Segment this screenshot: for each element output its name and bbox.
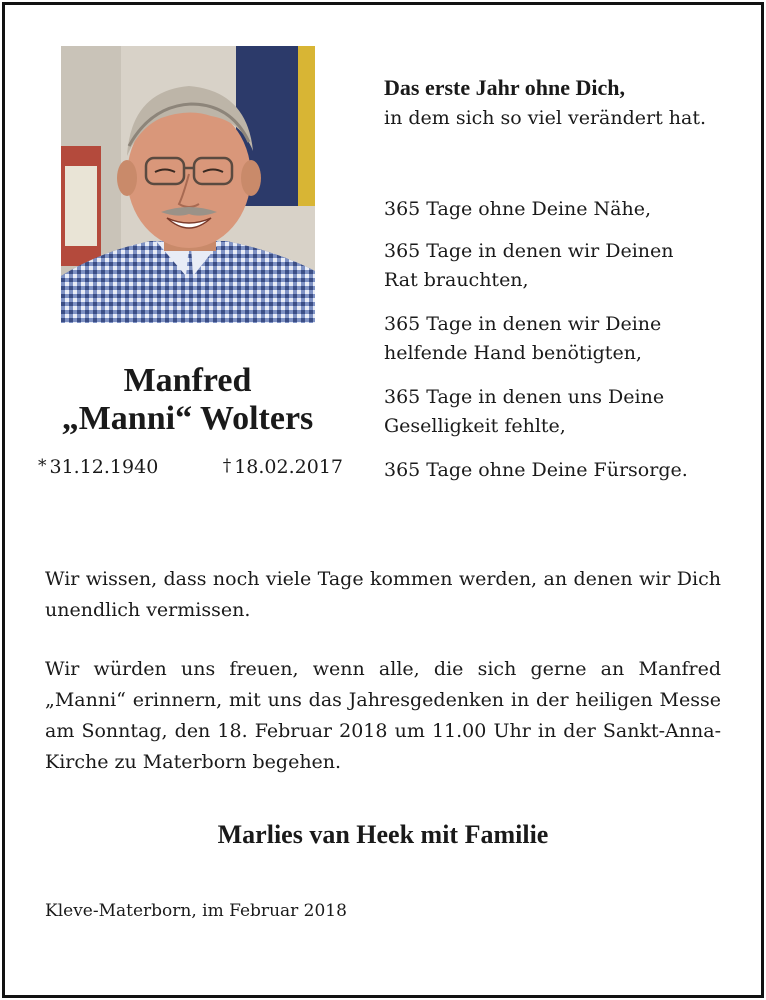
signature: Marlies van Heek mit Familie [217,820,549,849]
poem-heading: Das erste Jahr ohne Dich, [384,75,625,100]
poem-line: Geselligkeit fehlte, [384,415,566,437]
message-paragraph-1: Wir wissen, dass noch viele Tage kommen werden, an denen wir Dich unendlich vermissen. [45,568,721,621]
birth-date-group [38,456,158,478]
poem-line: Rat brauchten, [384,269,529,291]
message-paragraph-2: Wir würden uns freuen, wenn alle, die sich gerne an Manfred „Manni“ erinnern, mit uns das Jahresgedenken in der heiligen Messe am Sonntag, den 18. Februar 2018 um 11.00 Uhr in der Sankt-Anna-Kirche zu Materborn begehen. [45,658,721,773]
poem-line: 365 Tage in denen uns Deine [384,386,665,408]
poem-stanza [384,237,674,295]
death-cross-icon: † [222,456,232,476]
poem-line: 365 Tage ohne Deine Nähe, [384,198,652,220]
birth-star-icon: * [38,456,47,476]
place-and-date: Kleve-Materborn, im Februar 2018 [45,901,347,921]
poem-line: 365 Tage in denen wir Deinen [384,240,674,262]
poem-stanza [384,383,664,441]
poem-line: helfende Hand benötigten, [384,342,642,364]
poem-line: 365 Tage in denen wir Deine [384,313,662,335]
deceased-name [35,362,340,438]
deceased-nickname-surname: „Manni“ Wolters [61,400,314,437]
birth-date: 31.12.1940 [49,456,159,478]
portrait-photo [61,46,315,323]
death-date-group [223,456,343,478]
life-dates [38,456,343,478]
poem-stanza [384,310,661,368]
poem-stanza [384,456,688,485]
poem-line: 365 Tage ohne Deine Fürsorge. [384,459,688,481]
death-date: 18.02.2017 [234,456,343,478]
poem-stanza [384,195,651,224]
portrait-image [61,46,315,323]
poem-subheading: in dem sich so viel verändert hat. [384,107,706,129]
deceased-first-name: Manfred [123,362,252,399]
